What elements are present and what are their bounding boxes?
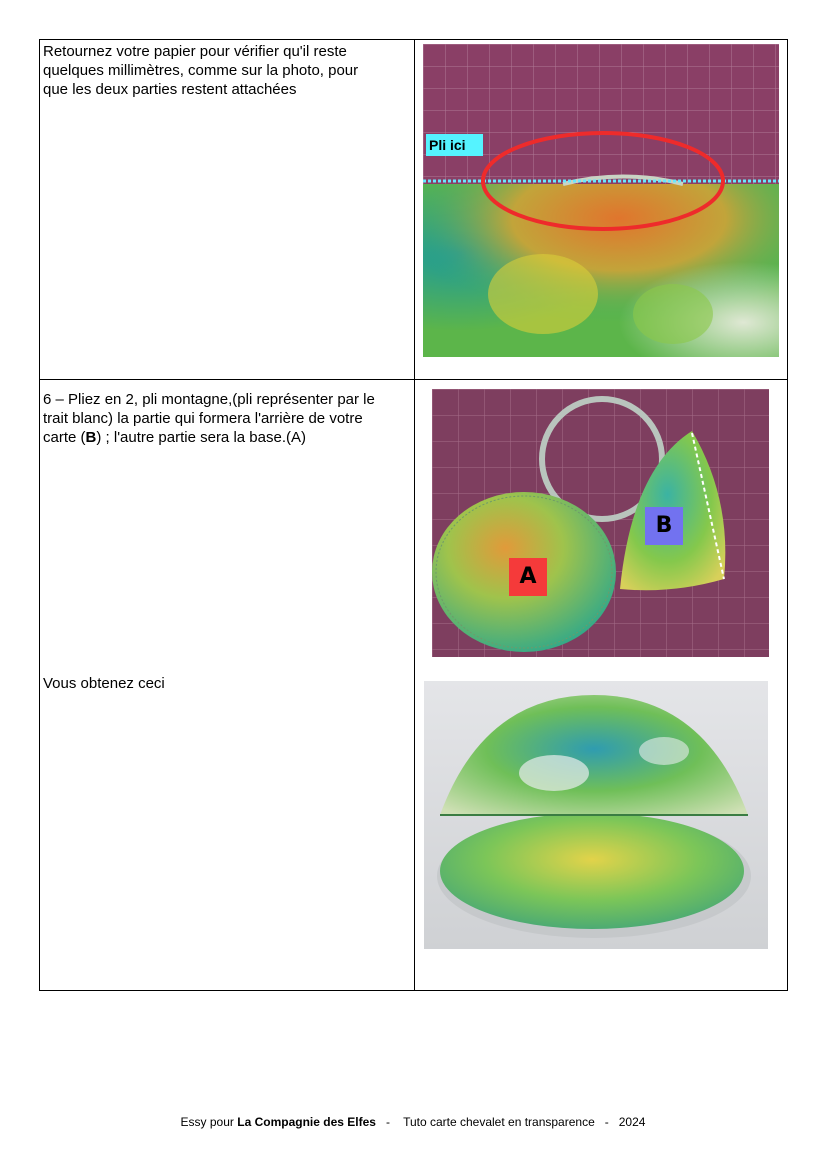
photo-result	[424, 681, 768, 949]
photo-result-image	[424, 681, 768, 949]
photo-fold-check-image	[423, 44, 779, 357]
part-a-label: A	[509, 558, 547, 596]
step-instruction-1: Retournez votre papier pour vérifier qu'il reste quelques millimètres, comme sur la photo, pour que les deux parties restent attachées	[43, 43, 359, 98]
step-6-text-end: ) ; l'autre partie sera la base.(A)	[96, 429, 306, 446]
step-6-bold-b: B	[85, 429, 97, 446]
step-6-text-start: 6 – Pliez en 2, pli montagne,(pli représenter par le trait blanc) la partie qui formera l'arrière de votre carte (	[43, 391, 375, 446]
photo-fold-parts-image	[432, 389, 769, 657]
footer-title: Tuto carte chevalet en transparence	[403, 1115, 595, 1129]
column-divider	[414, 40, 415, 990]
footer-brand: La Compagnie des Elfes	[237, 1115, 376, 1129]
footer-year: 2024	[618, 1115, 646, 1129]
step-instruction-6	[43, 390, 378, 447]
result-caption: Vous obtenez ceci	[43, 675, 165, 692]
footer-prefix: Essy pour	[180, 1115, 238, 1129]
part-b-label: B	[645, 507, 683, 545]
photo-fold-parts	[432, 389, 769, 657]
footer-separator-1: -	[375, 1115, 404, 1129]
fold-here-label: Pli ici	[426, 134, 483, 156]
instruction-table	[39, 39, 788, 991]
page-footer	[0, 1115, 826, 1129]
photo-fold-check	[423, 44, 779, 357]
footer-separator-2: -	[594, 1115, 619, 1129]
